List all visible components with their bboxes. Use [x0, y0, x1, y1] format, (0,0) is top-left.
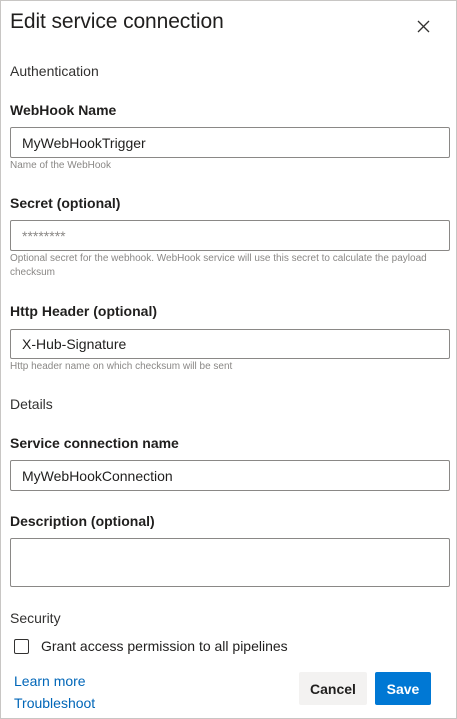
grant-access-label: Grant access permission to all pipelines	[41, 638, 288, 654]
save-button[interactable]: Save	[375, 672, 431, 705]
close-icon	[417, 20, 430, 33]
description-textarea[interactable]	[10, 538, 450, 587]
webhook-name-label: WebHook Name	[10, 102, 117, 118]
description-label: Description (optional)	[10, 513, 155, 529]
dialog-title: Edit service connection	[10, 10, 224, 33]
service-connection-name-input[interactable]	[10, 460, 450, 491]
cancel-button[interactable]: Cancel	[299, 672, 367, 705]
learn-more-link[interactable]: Learn more	[14, 673, 86, 689]
http-header-input[interactable]	[10, 329, 450, 359]
secret-input[interactable]	[10, 220, 450, 251]
section-details: Details	[10, 396, 53, 412]
grant-access-checkbox[interactable]	[14, 639, 29, 654]
secret-label: Secret (optional)	[10, 195, 121, 211]
secret-hint: Optional secret for the webhook. WebHook service will use this secret to calculate the payload checksum	[10, 253, 427, 278]
close-button[interactable]	[411, 14, 435, 38]
troubleshoot-link[interactable]: Troubleshoot	[14, 695, 96, 711]
http-header-label: Http Header (optional)	[10, 303, 157, 319]
section-authentication: Authentication	[10, 63, 99, 79]
webhook-name-hint: Name of the WebHook	[10, 160, 111, 171]
section-security: Security	[10, 610, 61, 626]
webhook-name-input[interactable]	[10, 127, 450, 158]
grant-access-checkbox-row[interactable]	[14, 638, 288, 654]
http-header-hint: Http header name on which checksum will be sent	[10, 361, 233, 372]
service-connection-name-label: Service connection name	[10, 435, 179, 451]
